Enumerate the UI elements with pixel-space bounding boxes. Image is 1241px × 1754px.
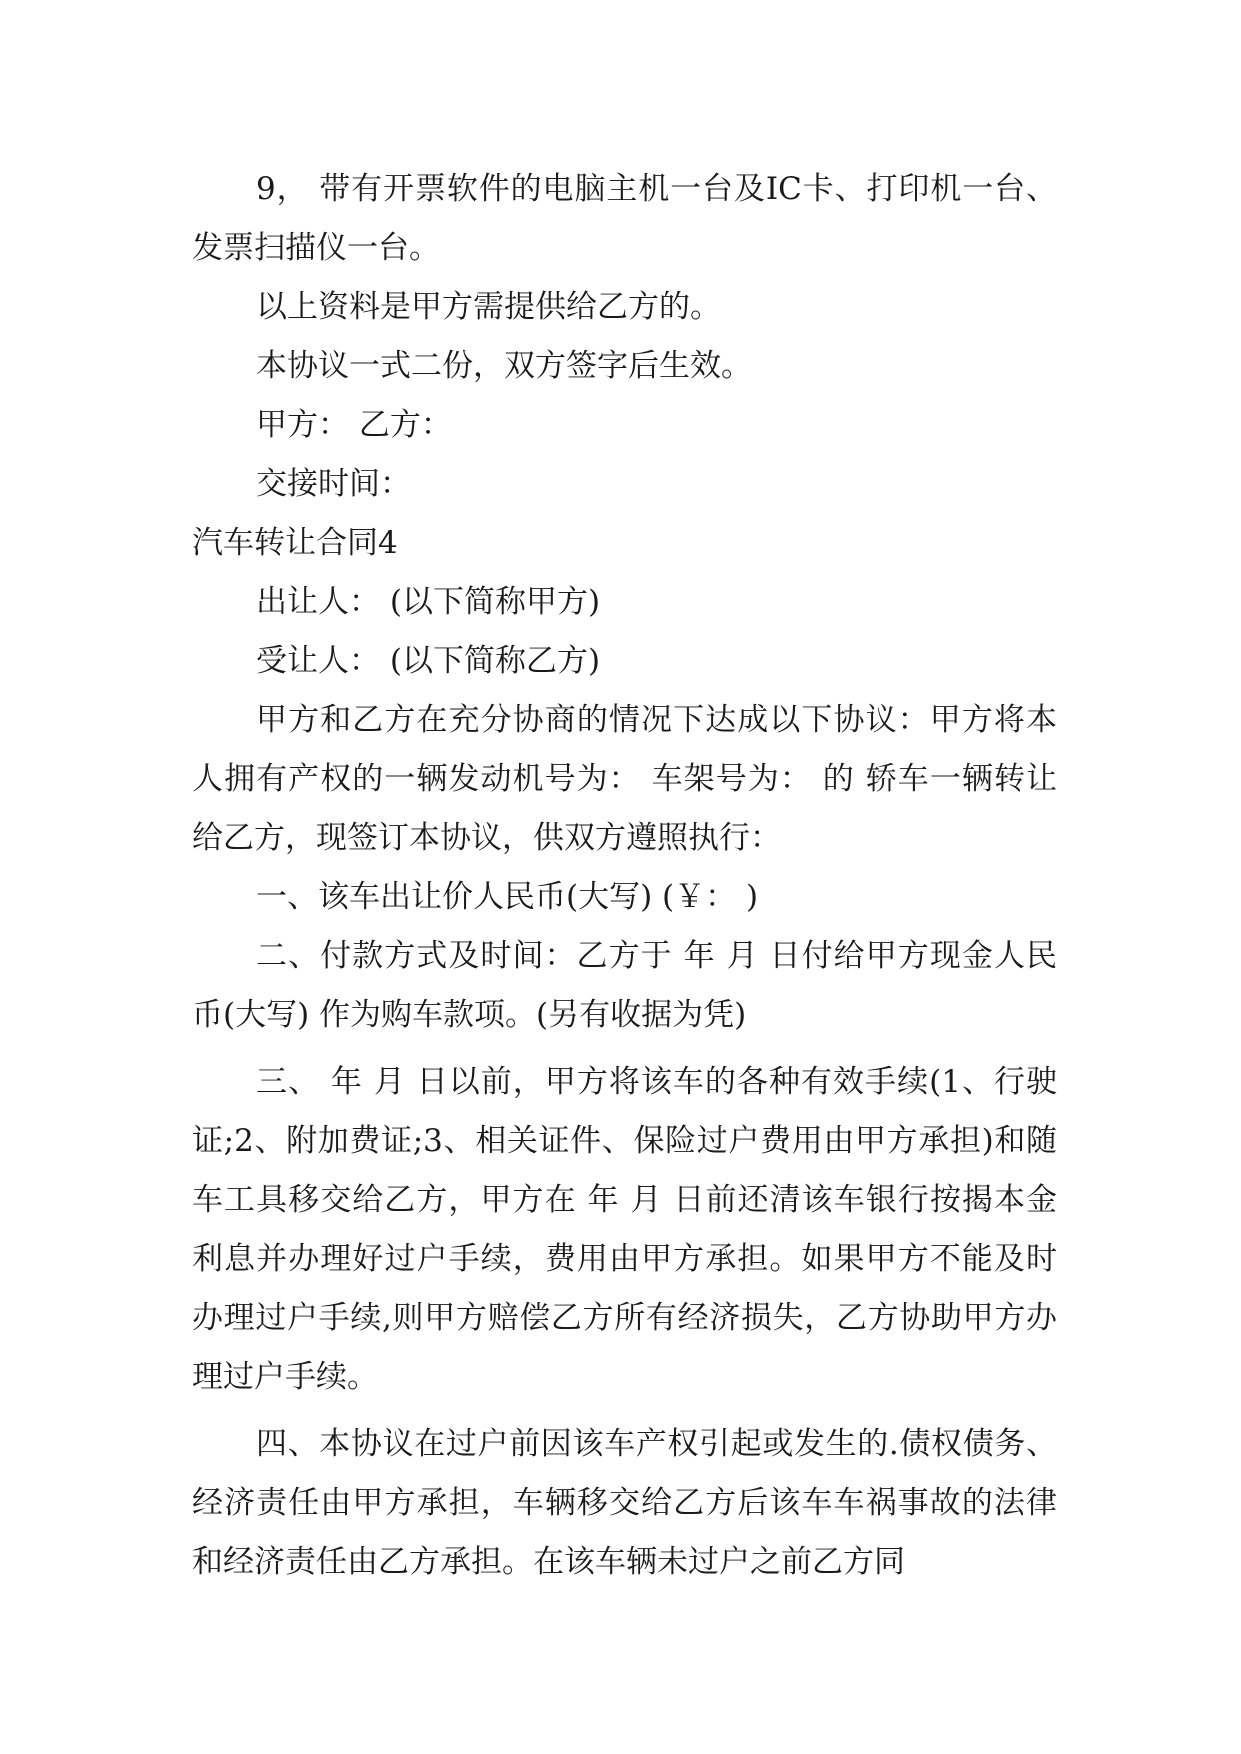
paragraph-signatures: 甲方： 乙方： bbox=[256, 407, 452, 443]
paragraph-copies-note: 本协议一式二份，双方签字后生效。 bbox=[256, 348, 752, 384]
paragraph-clause-4: 四、本协议在过户前因该车产权引起或发生的.债权债务、经济责任由甲方承担，车辆移交给乙方后该车车祸事故的法律和经济责任由乙方承担。在该车辆未过户之前乙方同 bbox=[192, 1426, 1057, 1580]
paragraph-materials-note: 以上资料是甲方需提供给乙方的。 bbox=[256, 289, 721, 325]
paragraph-agreement-intro: 甲方和乙方在充分协商的情况下达成以下协议：甲方将本人拥有产权的一辆发动机号为： 车架号为： 的 轿车一辆转让给乙方，现签订本协议，供双方遵照执行： bbox=[192, 702, 1057, 856]
paragraph-transferee: 受让人： (以下简称乙方) bbox=[256, 643, 601, 679]
paragraph-handover-time: 交接时间： bbox=[256, 466, 411, 502]
paragraph-clause-3: 三、 年 月 日以前，甲方将该车的各种有效手续(1、行驶证;2、附加费证;3、相关证件、保险过户费用由甲方承担)和随车工具移交给乙方，甲方在 年 月 日前还清该车银行按揭本金利息并办理好过户手续，费用由甲方承担。如果甲方不能及时办理过户手续,则甲方赔偿乙方所有经济损失，乙方协助甲方办理过户手续。 bbox=[192, 1064, 1057, 1395]
paragraph-clause-1: 一、该车出让价人民币(大写) (￥： ) bbox=[256, 879, 759, 915]
paragraph-item-9: 9， 带有开票软件的电脑主机一台及IC卡、打印机一台、发票扫描仪一台。 bbox=[192, 171, 1057, 266]
paragraph-clause-2: 二、付款方式及时间：乙方于 年 月 日付给甲方现金人民币(大写) 作为购车款项。(另有收据为凭) bbox=[192, 938, 1057, 1033]
contract-title: 汽车转让合同4 bbox=[192, 525, 398, 561]
paragraph-transferor: 出让人： (以下简称甲方) bbox=[256, 584, 601, 620]
document-body bbox=[192, 160, 1057, 1592]
